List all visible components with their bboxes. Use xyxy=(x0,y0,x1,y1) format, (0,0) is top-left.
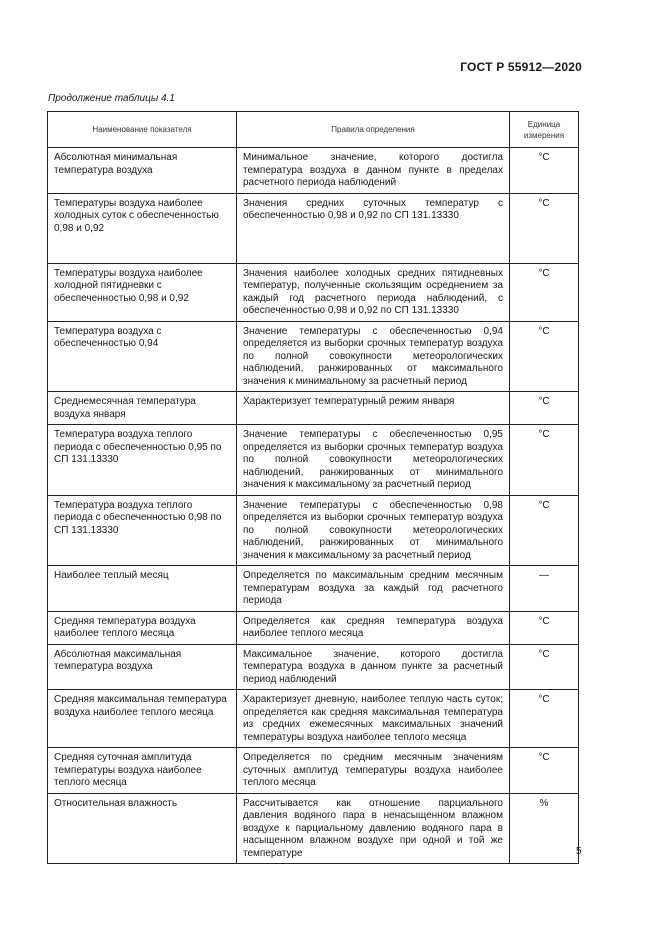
indicator-name-cell: Температуры воздуха наиболее холодной пятидневки с обеспеченностью 0,98 и 0,92 xyxy=(48,263,237,321)
table-row xyxy=(48,644,579,690)
rule-cell: Рассчитывается как отношение парциального давления водяного пара в ненасыщенном влажном воздухе к парциальному давлению водяного пара в насыщенном влажном воздухе при одной и той же температуре xyxy=(237,793,510,864)
document-code: ГОСТ Р 55912—2020 xyxy=(460,60,582,74)
table-header-row xyxy=(48,112,579,148)
rule-cell: Значения наиболее холодных средних пятидневных температур, полученные скользящим осреднением за каждый год расчетного периода наблюдений, с обеспеченностью 0,98 и 0,92 по СП 131.13330 xyxy=(237,263,510,321)
table-row xyxy=(48,611,579,644)
indicator-name-cell: Средняя максимальная температура воздуха наиболее теплого месяца xyxy=(48,690,237,748)
indicator-name-cell: Температура воздуха теплого периода с обеспеченностью 0,98 по СП 131.13330 xyxy=(48,495,237,566)
table-row xyxy=(48,690,579,748)
table-row xyxy=(48,566,579,612)
rule-cell: Максимальное значение, которого достигла температура воздуха в данном пункте за расчетный период наблюдений xyxy=(237,644,510,690)
indicator-name-cell: Температура воздуха теплого периода с обеспеченностью 0,95 по СП 131.13330 xyxy=(48,425,237,496)
indicator-name-cell: Абсолютная максимальная температура воздуха xyxy=(48,644,237,690)
unit-cell: °С xyxy=(510,611,579,644)
page-number: 5 xyxy=(576,846,582,857)
unit-cell: °С xyxy=(510,644,579,690)
table-row xyxy=(48,793,579,864)
indicator-name-cell: Температуры воздуха наиболее холодных суток с обеспеченностью 0,98 и 0,92 xyxy=(48,193,237,263)
column-header-name: Наименование показателя xyxy=(48,112,237,148)
indicator-name-cell: Средняя температура воздуха наиболее теплого месяца xyxy=(48,611,237,644)
indicator-name-cell: Относительная влажность xyxy=(48,793,237,864)
unit-cell: °С xyxy=(510,321,579,392)
unit-cell: °С xyxy=(510,690,579,748)
table-row xyxy=(48,321,579,392)
table-row xyxy=(48,748,579,794)
unit-cell: °С xyxy=(510,495,579,566)
table-row xyxy=(48,193,579,263)
table-row xyxy=(48,425,579,496)
unit-cell: °С xyxy=(510,193,579,263)
indicator-name-cell: Температура воздуха с обеспеченностью 0,94 xyxy=(48,321,237,392)
rule-cell: Значение температуры с обеспеченностью 0,98 определяется из выборки срочных температур воздуха по полной совокупности метеорологических наблюдений, ранжированных от минимального значения к максимальному за расчетный период xyxy=(237,495,510,566)
indicator-name-cell: Абсолютная минимальная температура воздуха xyxy=(48,148,237,194)
rule-cell: Минимальное значение, которого достигла температура воздуха в данном пункте в пределах расчетного периода наблюдений xyxy=(237,148,510,194)
rule-cell: Определяется по средним месячным значениям суточных амплитуд температуры воздуха наиболее теплого месяца xyxy=(237,748,510,794)
unit-cell: °С xyxy=(510,748,579,794)
rule-cell: Значение температуры с обеспеченностью 0,94 определяется из выборки срочных температур воздуха по полной совокупности метеорологических наблюдений, ранжированных от максимального значения к минимальному за расчетный период xyxy=(237,321,510,392)
unit-cell: % xyxy=(510,793,579,864)
rule-cell: Характеризует дневную, наиболее теплую часть суток; определяется как средняя максимальная температура из средних ежемесячных максимальных значений температуры воздуха наиболее теплого месяца xyxy=(237,690,510,748)
rule-cell: Определяется как средняя температура воздуха наиболее теплого месяца xyxy=(237,611,510,644)
unit-cell: °С xyxy=(510,148,579,194)
table-row xyxy=(48,392,579,425)
spec-table xyxy=(47,111,579,864)
indicator-name-cell: Средняя суточная амплитуда температуры воздуха наиболее теплого месяца xyxy=(48,748,237,794)
table-row xyxy=(48,148,579,194)
unit-cell: — xyxy=(510,566,579,612)
table-caption: Продолжение таблицы 4.1 xyxy=(48,93,175,104)
unit-cell: °С xyxy=(510,425,579,496)
table-row xyxy=(48,263,579,321)
indicator-name-cell: Среднемесячная температура воздуха января xyxy=(48,392,237,425)
rule-cell: Характеризует температурный режим января xyxy=(237,392,510,425)
column-header-rule: Правила определения xyxy=(237,112,510,148)
rule-cell: Определяется по максимальным средним месячным температурам воздуха за каждый год расчетного периода xyxy=(237,566,510,612)
column-header-unit: Единица измерения xyxy=(510,112,579,148)
rule-cell: Значение температуры с обеспеченностью 0,95 определяется из выборки срочных температур воздуха по полной совокупности метеорологических наблюдений, ранжированных от минимального значения к максимальному за расчетный период xyxy=(237,425,510,496)
unit-cell: °С xyxy=(510,263,579,321)
table-row xyxy=(48,495,579,566)
unit-cell: °С xyxy=(510,392,579,425)
rule-cell: Значения средних суточных температур с обеспеченностью 0,98 и 0,92 по СП 131.13330 xyxy=(237,193,510,263)
indicator-name-cell: Наиболее теплый месяц xyxy=(48,566,237,612)
